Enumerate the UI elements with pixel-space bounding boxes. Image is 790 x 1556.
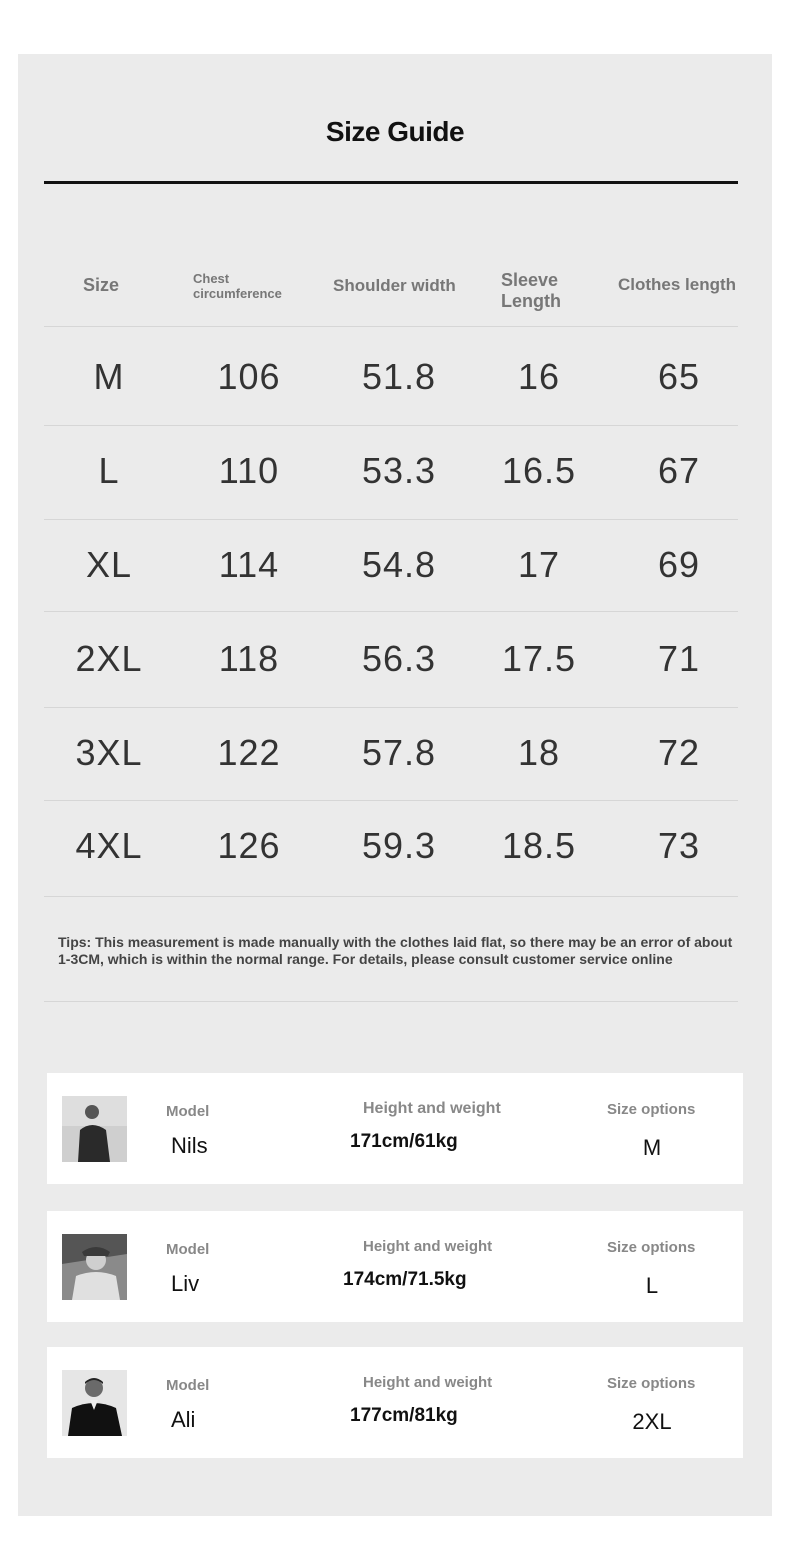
model-name: Ali — [171, 1407, 196, 1432]
model-card — [47, 1347, 743, 1458]
row-divider — [44, 326, 738, 327]
height-weight-value: 174cm/71.5kg — [343, 1269, 467, 1290]
chest-cell: 110 — [218, 450, 280, 491]
table-row — [44, 706, 738, 800]
length-cell: 65 — [657, 356, 701, 397]
height-weight-value: 177cm/81kg — [350, 1405, 458, 1426]
size-options-label: Size options — [607, 1101, 696, 1118]
row-divider — [44, 896, 738, 897]
sleeve-cell: 16.5 — [501, 450, 577, 491]
model-name: Liv — [171, 1271, 200, 1296]
size-options-value: 2XL — [632, 1409, 672, 1434]
chest-cell: 122 — [217, 732, 281, 773]
size-options-label: Size options — [607, 1239, 696, 1256]
sleeve-cell: 17.5 — [501, 638, 577, 679]
header-size: Size — [83, 275, 120, 295]
chest-cell: 126 — [217, 825, 281, 866]
size-cell: M — [93, 356, 125, 397]
size-options-value: M — [642, 1135, 662, 1160]
size-cell: XL — [85, 544, 133, 585]
length-cell: 71 — [657, 638, 701, 679]
tips-text: Tips: This measurement is made manually with the clothes laid flat, so there may be an error of about 1-3CM, which is within the normal range. For details, please consult customer service online — [58, 934, 733, 967]
model-label: Model — [166, 1103, 210, 1120]
size-cell: 3XL — [75, 732, 143, 773]
length-cell: 72 — [657, 732, 701, 773]
model-name: Nils — [171, 1133, 208, 1158]
title-divider — [44, 181, 738, 184]
model-label: Model — [166, 1241, 210, 1258]
height-weight-label: Height and weight — [363, 1100, 501, 1117]
sleeve-cell: 17 — [517, 544, 561, 585]
table-row — [44, 330, 738, 424]
model-photo — [62, 1096, 127, 1162]
chest-cell: 118 — [218, 638, 280, 679]
table-row — [44, 799, 738, 893]
size-options-value: L — [645, 1273, 659, 1298]
length-cell: 67 — [657, 450, 701, 491]
size-cell: 4XL — [75, 825, 143, 866]
shoulder-cell: 54.8 — [361, 544, 437, 585]
shoulder-cell: 53.3 — [361, 450, 437, 491]
header-chest: Chest circumference — [193, 271, 282, 301]
table-row — [44, 612, 738, 706]
size-guide-panel — [18, 54, 772, 1516]
length-cell: 69 — [657, 544, 701, 585]
height-weight-value: 171cm/61kg — [350, 1131, 458, 1152]
sleeve-cell: 18.5 — [501, 825, 577, 866]
model-label: Model — [166, 1377, 210, 1394]
page-title: Size Guide — [325, 116, 465, 147]
shoulder-cell: 59.3 — [361, 825, 437, 866]
size-cell: L — [98, 450, 120, 491]
height-weight-label: Height and weight — [363, 1374, 493, 1391]
shoulder-cell: 56.3 — [361, 638, 437, 679]
shoulder-cell: 51.8 — [361, 356, 437, 397]
section-divider — [44, 1001, 738, 1002]
table-row — [44, 518, 738, 612]
model-card — [47, 1211, 743, 1322]
model-photo — [62, 1234, 127, 1300]
size-options-label: Size options — [607, 1375, 696, 1392]
height-weight-label: Height and weight — [363, 1238, 493, 1255]
sleeve-cell: 18 — [517, 732, 561, 773]
model-card — [47, 1073, 743, 1184]
model-photo — [62, 1370, 127, 1436]
chest-cell: 114 — [218, 544, 280, 585]
length-cell: 73 — [657, 825, 701, 866]
header-shoulder: Shoulder width — [333, 276, 456, 295]
chest-cell: 106 — [217, 356, 281, 397]
sleeve-cell: 16 — [517, 356, 561, 397]
size-cell: 2XL — [75, 638, 143, 679]
header-sleeve: Sleeve Length — [501, 270, 561, 311]
table-row — [44, 424, 738, 518]
header-length: Clothes length — [618, 275, 737, 294]
shoulder-cell: 57.8 — [361, 732, 437, 773]
